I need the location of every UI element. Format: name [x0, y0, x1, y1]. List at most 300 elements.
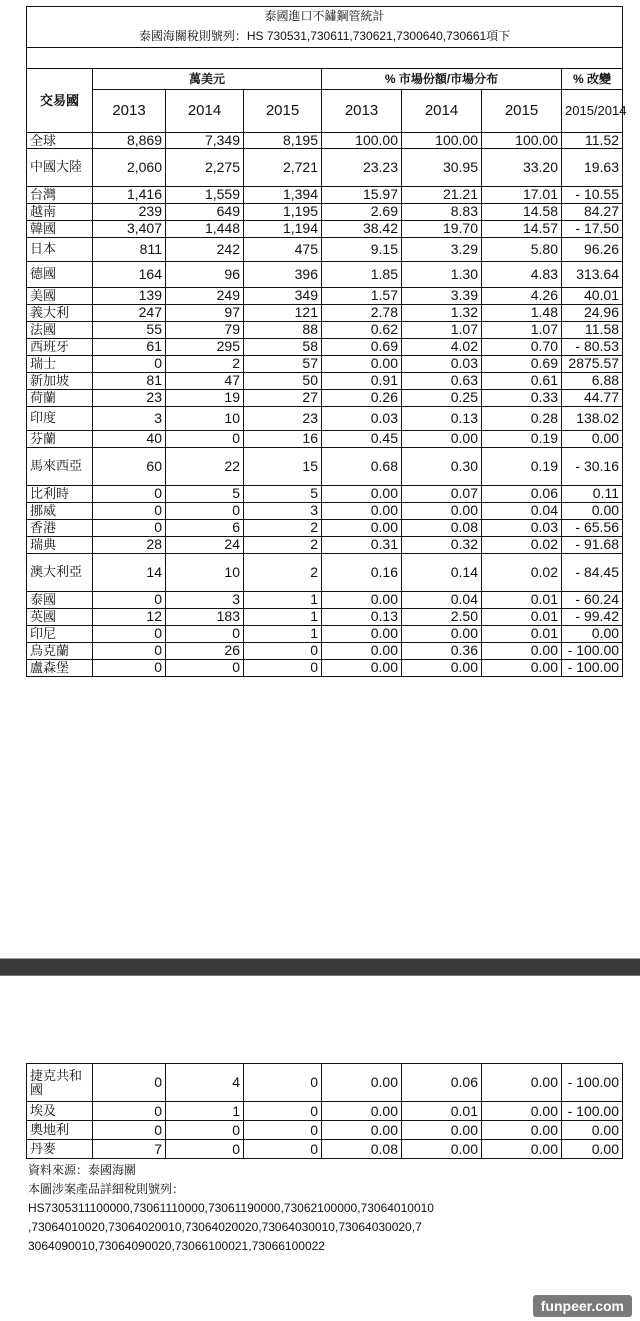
- hs-codes-line: 3064090010,73064090020,73066100021,73066100022: [28, 1239, 325, 1253]
- country-cell: 印度: [27, 406, 93, 430]
- value-cell: - 84.45: [562, 553, 623, 591]
- value-cell: 396: [244, 261, 322, 287]
- value-cell: 1: [244, 608, 322, 625]
- value-cell: 100.00: [322, 133, 402, 149]
- table-row: [27, 338, 623, 355]
- value-cell: 2: [166, 355, 244, 372]
- value-cell: 0.13: [322, 608, 402, 625]
- value-cell: - 91.68: [562, 536, 623, 553]
- value-cell: 47: [166, 372, 244, 389]
- value-cell: 0.68: [322, 447, 402, 485]
- table-row: [27, 1140, 623, 1159]
- table-row: [27, 261, 623, 287]
- country-cell: 日本: [27, 237, 93, 261]
- value-cell: 0.00: [482, 1102, 562, 1121]
- value-cell: 27: [244, 389, 322, 406]
- stats-table-page1: [26, 6, 627, 677]
- table-row: [27, 659, 623, 676]
- value-cell: 10: [166, 406, 244, 430]
- blank-row: [27, 48, 623, 69]
- table-row: [27, 372, 623, 389]
- value-cell: 0: [244, 1140, 322, 1159]
- value-cell: 0.00: [322, 1102, 402, 1121]
- value-cell: 2: [244, 519, 322, 536]
- value-cell: 0: [166, 625, 244, 642]
- value-cell: 55: [93, 321, 166, 338]
- value-cell: 3: [166, 591, 244, 608]
- table-row: [27, 447, 623, 485]
- value-cell: 0.28: [482, 406, 562, 430]
- value-cell: 88: [244, 321, 322, 338]
- value-cell: 0.19: [482, 430, 562, 447]
- value-cell: 24.96: [562, 304, 623, 321]
- value-cell: 2875.57: [562, 355, 623, 372]
- value-cell: 121: [244, 304, 322, 321]
- value-cell: 0.00: [402, 502, 482, 519]
- value-cell: 0.63: [402, 372, 482, 389]
- value-cell: 8,869: [93, 133, 166, 149]
- value-cell: 24: [166, 536, 244, 553]
- value-cell: 0: [93, 642, 166, 659]
- value-cell: - 99.42: [562, 608, 623, 625]
- country-cell: 盧森堡: [27, 659, 93, 676]
- value-cell: 3: [93, 406, 166, 430]
- value-cell: 138.02: [562, 406, 623, 430]
- value-cell: 0.16: [322, 553, 402, 591]
- value-cell: 0.06: [402, 1064, 482, 1102]
- value-cell: 2: [244, 536, 322, 553]
- value-cell: 60: [93, 447, 166, 485]
- value-cell: 6.88: [562, 372, 623, 389]
- value-cell: 12: [93, 608, 166, 625]
- value-cell: 0: [93, 625, 166, 642]
- value-cell: 40: [93, 430, 166, 447]
- value-cell: 0: [166, 502, 244, 519]
- value-cell: 1.57: [322, 287, 402, 304]
- country-cell: 泰國: [27, 591, 93, 608]
- table-row: [27, 148, 623, 186]
- value-cell: 1,559: [166, 186, 244, 203]
- value-cell: 1,194: [244, 220, 322, 237]
- import-stats-table-continued: [26, 1063, 623, 1159]
- value-cell: 3: [244, 502, 322, 519]
- table-row: [27, 287, 623, 304]
- value-cell: 2,275: [166, 148, 244, 186]
- value-cell: 0.00: [402, 625, 482, 642]
- value-cell: 0.00: [562, 502, 623, 519]
- value-cell: 0: [244, 659, 322, 676]
- value-cell: 0.01: [482, 608, 562, 625]
- value-cell: 811: [93, 237, 166, 261]
- value-cell: 58: [244, 338, 322, 355]
- value-cell: - 100.00: [562, 1102, 623, 1121]
- country-cell: 台灣: [27, 186, 93, 203]
- value-cell: 0.00: [482, 1064, 562, 1102]
- value-cell: 61: [93, 338, 166, 355]
- value-cell: 0.00: [322, 519, 402, 536]
- table-row: [27, 553, 623, 591]
- table-row: [27, 1121, 623, 1140]
- value-cell: 16: [244, 430, 322, 447]
- country-cell: 韓國: [27, 220, 93, 237]
- value-cell: 2.69: [322, 203, 402, 220]
- value-cell: 0.13: [402, 406, 482, 430]
- value-cell: 0.00: [402, 659, 482, 676]
- year-header: 2014: [402, 90, 482, 133]
- value-cell: 0.00: [322, 659, 402, 676]
- value-cell: 19: [166, 389, 244, 406]
- value-cell: 247: [93, 304, 166, 321]
- value-cell: 0.02: [482, 553, 562, 591]
- value-cell: 14.58: [482, 203, 562, 220]
- table-row: [27, 519, 623, 536]
- value-cell: 2.78: [322, 304, 402, 321]
- value-cell: 0: [93, 519, 166, 536]
- table-body-continued: [27, 1064, 623, 1159]
- value-cell: 0.06: [482, 485, 562, 502]
- value-cell: 2.50: [402, 608, 482, 625]
- value-cell: 23: [244, 406, 322, 430]
- value-cell: 0.03: [482, 519, 562, 536]
- value-cell: 0.00: [562, 1140, 623, 1159]
- value-cell: 17.01: [482, 186, 562, 203]
- country-cell: 瑞典: [27, 536, 93, 553]
- value-cell: 0: [93, 355, 166, 372]
- value-cell: 0.00: [322, 1064, 402, 1102]
- year-header: 2015: [482, 90, 562, 133]
- value-cell: 0.08: [322, 1140, 402, 1159]
- value-cell: 0.00: [322, 1121, 402, 1140]
- value-cell: 0.00: [322, 355, 402, 372]
- country-cell: 西班牙: [27, 338, 93, 355]
- table-row: [27, 321, 623, 338]
- value-cell: 0.70: [482, 338, 562, 355]
- value-cell: 242: [166, 237, 244, 261]
- table-row: [27, 186, 623, 203]
- value-cell: 0: [244, 1121, 322, 1140]
- table-row: [27, 406, 623, 430]
- value-cell: 0: [93, 1121, 166, 1140]
- value-cell: 0: [93, 659, 166, 676]
- value-cell: 7,349: [166, 133, 244, 149]
- value-cell: 0.01: [482, 591, 562, 608]
- table-row: [27, 237, 623, 261]
- value-cell: 0: [166, 1140, 244, 1159]
- hs-note-label: 本圖涉案產品詳細稅則號列：: [28, 1182, 185, 1196]
- year-header: 2015: [244, 90, 322, 133]
- country-cell: 法國: [27, 321, 93, 338]
- value-cell: 0: [244, 1064, 322, 1102]
- table-row: [27, 355, 623, 372]
- value-cell: 0.31: [322, 536, 402, 553]
- value-cell: 38.42: [322, 220, 402, 237]
- value-cell: 2,060: [93, 148, 166, 186]
- table-row: [27, 642, 623, 659]
- value-cell: 0.11: [562, 485, 623, 502]
- value-cell: 139: [93, 287, 166, 304]
- value-cell: 0.00: [322, 485, 402, 502]
- value-cell: 26: [166, 642, 244, 659]
- value-cell: 4.83: [482, 261, 562, 287]
- value-cell: 0: [93, 1102, 166, 1121]
- table-row: [27, 203, 623, 220]
- value-cell: 8,195: [244, 133, 322, 149]
- value-cell: 7: [93, 1140, 166, 1159]
- value-cell: 0: [244, 1102, 322, 1121]
- value-cell: - 10.55: [562, 186, 623, 203]
- value-cell: 21.21: [402, 186, 482, 203]
- value-cell: 1: [244, 625, 322, 642]
- value-cell: 1,394: [244, 186, 322, 203]
- table-row: [27, 389, 623, 406]
- value-cell: 50: [244, 372, 322, 389]
- value-cell: 1.07: [402, 321, 482, 338]
- value-cell: 4.26: [482, 287, 562, 304]
- hs-codes-line: HS7305311100000,73061110000,73061190000,73062100000,73064010010: [28, 1201, 434, 1215]
- value-cell: 0.08: [402, 519, 482, 536]
- value-cell: 81: [93, 372, 166, 389]
- country-cell: 美國: [27, 287, 93, 304]
- value-cell: 57: [244, 355, 322, 372]
- value-cell: 0: [244, 642, 322, 659]
- country-cell: 瑞士: [27, 355, 93, 372]
- value-cell: 100.00: [402, 133, 482, 149]
- table-row: [27, 608, 623, 625]
- value-cell: 79: [166, 321, 244, 338]
- value-cell: 9.15: [322, 237, 402, 261]
- page-divider: [0, 958, 640, 976]
- value-cell: 0.01: [482, 625, 562, 642]
- table-body: [27, 133, 623, 677]
- value-cell: 183: [166, 608, 244, 625]
- value-cell: 649: [166, 203, 244, 220]
- value-cell: 1.85: [322, 261, 402, 287]
- table-row: [27, 220, 623, 237]
- value-cell: 0.00: [562, 1121, 623, 1140]
- table-row: [27, 625, 623, 642]
- country-cell: 比利時: [27, 485, 93, 502]
- value-cell: 0.00: [482, 659, 562, 676]
- value-cell: 0.36: [402, 642, 482, 659]
- country-cell: 新加坡: [27, 372, 93, 389]
- value-cell: 475: [244, 237, 322, 261]
- value-cell: 0.00: [402, 1121, 482, 1140]
- value-cell: 0.00: [482, 1121, 562, 1140]
- country-cell: 挪威: [27, 502, 93, 519]
- value-cell: 0.62: [322, 321, 402, 338]
- table-row: [27, 485, 623, 502]
- value-cell: 23: [93, 389, 166, 406]
- value-cell: 28: [93, 536, 166, 553]
- value-cell: - 100.00: [562, 1064, 623, 1102]
- country-cell: 越南: [27, 203, 93, 220]
- notes: [26, 1161, 622, 1256]
- value-cell: 295: [166, 338, 244, 355]
- value-cell: 1: [166, 1102, 244, 1121]
- value-cell: 0.00: [322, 642, 402, 659]
- value-cell: 4: [166, 1064, 244, 1102]
- country-cell: 英國: [27, 608, 93, 625]
- hs-codes-line: ,73064010020,73064020010,73064020020,73064030010,73064030020,7: [28, 1220, 422, 1234]
- country-cell: 馬來西亞: [27, 447, 93, 485]
- value-cell: 3.29: [402, 237, 482, 261]
- value-cell: 8.83: [402, 203, 482, 220]
- country-cell: 全球: [27, 133, 93, 149]
- year-header: 2013: [93, 90, 166, 133]
- value-cell: 0.00: [482, 1140, 562, 1159]
- value-cell: 0: [93, 1064, 166, 1102]
- country-cell: 中國大陸: [27, 148, 93, 186]
- value-cell: 14: [93, 553, 166, 591]
- value-cell: 0.01: [402, 1102, 482, 1121]
- value-cell: 0: [166, 1121, 244, 1140]
- value-cell: 2,721: [244, 148, 322, 186]
- country-cell: 烏克蘭: [27, 642, 93, 659]
- value-cell: 5: [166, 485, 244, 502]
- source-note: 資料來源：泰國海關: [28, 1163, 137, 1177]
- value-cell: - 65.56: [562, 519, 623, 536]
- table-row: [27, 591, 623, 608]
- table-row: [27, 430, 623, 447]
- value-cell: 0.00: [402, 1140, 482, 1159]
- value-cell: 0.00: [322, 591, 402, 608]
- value-cell: 11.58: [562, 321, 623, 338]
- value-cell: 84.27: [562, 203, 623, 220]
- value-cell: 15.97: [322, 186, 402, 203]
- value-cell: 15: [244, 447, 322, 485]
- value-cell: - 100.00: [562, 642, 623, 659]
- value-cell: 0.00: [562, 430, 623, 447]
- value-cell: - 30.16: [562, 447, 623, 485]
- year-header: 2013: [322, 90, 402, 133]
- value-cell: 2: [244, 553, 322, 591]
- country-cell: 澳大利亞: [27, 553, 93, 591]
- share-group-header: % 市場份額/市場分布: [322, 69, 562, 90]
- import-stats-table: [26, 6, 627, 677]
- value-cell: 22: [166, 447, 244, 485]
- value-cell: 0: [93, 502, 166, 519]
- value-cell: 0.33: [482, 389, 562, 406]
- country-cell: 荷蘭: [27, 389, 93, 406]
- value-cell: 3.39: [402, 287, 482, 304]
- value-cell: 10: [166, 553, 244, 591]
- value-cell: 0: [166, 659, 244, 676]
- value-cell: 0: [93, 591, 166, 608]
- value-cell: 23.23: [322, 148, 402, 186]
- value-cell: 0: [166, 430, 244, 447]
- country-cell: 義大利: [27, 304, 93, 321]
- value-cell: 30.95: [402, 148, 482, 186]
- value-cell: 40.01: [562, 287, 623, 304]
- value-cell: 44.77: [562, 389, 623, 406]
- change-group-header: % 改變: [562, 69, 623, 90]
- value-cell: 0.00: [322, 502, 402, 519]
- country-cell: 芬蘭: [27, 430, 93, 447]
- value-cell: 1.32: [402, 304, 482, 321]
- value-cell: 0.04: [482, 502, 562, 519]
- value-cell: 0.00: [482, 642, 562, 659]
- value-cell: 1,195: [244, 203, 322, 220]
- change-period-header: 2015/2014: [562, 90, 623, 133]
- value-cell: 97: [166, 304, 244, 321]
- value-cell: 96.26: [562, 237, 623, 261]
- value-cell: 0.04: [402, 591, 482, 608]
- table-subtitle: 泰國海關稅則號列：HS 730531,730611,730621,7300640,730661項下: [27, 25, 623, 48]
- value-cell: 0.03: [402, 355, 482, 372]
- value-cell: 0.00: [562, 625, 623, 642]
- value-cell: 33.20: [482, 148, 562, 186]
- value-cell: 349: [244, 287, 322, 304]
- value-cell: 0.25: [402, 389, 482, 406]
- value-cell: - 60.24: [562, 591, 623, 608]
- value-cell: 249: [166, 287, 244, 304]
- value-cell: 0.26: [322, 389, 402, 406]
- value-cell: 0.45: [322, 430, 402, 447]
- value-cell: - 100.00: [562, 659, 623, 676]
- value-cell: 1.07: [482, 321, 562, 338]
- value-cell: 5: [244, 485, 322, 502]
- value-cell: - 80.53: [562, 338, 623, 355]
- value-group-header: 萬美元: [93, 69, 322, 90]
- value-cell: 6: [166, 519, 244, 536]
- value-cell: 1,448: [166, 220, 244, 237]
- value-cell: 1.30: [402, 261, 482, 287]
- value-cell: 1: [244, 591, 322, 608]
- country-cell: 奧地利: [27, 1121, 93, 1140]
- value-cell: 0.61: [482, 372, 562, 389]
- value-cell: 14.57: [482, 220, 562, 237]
- value-cell: 0.00: [402, 430, 482, 447]
- country-cell: 香港: [27, 519, 93, 536]
- value-cell: 19.70: [402, 220, 482, 237]
- value-cell: - 17.50: [562, 220, 623, 237]
- value-cell: 11.52: [562, 133, 623, 149]
- value-cell: 0.19: [482, 447, 562, 485]
- watermark-logo: funpeer.com: [533, 1295, 632, 1317]
- table-row: [27, 1102, 623, 1121]
- value-cell: 0.00: [322, 625, 402, 642]
- value-cell: 0.69: [322, 338, 402, 355]
- value-cell: 0.30: [402, 447, 482, 485]
- value-cell: 164: [93, 261, 166, 287]
- table-row: [27, 133, 623, 149]
- value-cell: 0.03: [322, 406, 402, 430]
- table-row: [27, 536, 623, 553]
- value-cell: 0.02: [482, 536, 562, 553]
- value-cell: 100.00: [482, 133, 562, 149]
- table-title: 泰國進口不鏽鋼管統計: [27, 7, 623, 26]
- partner-header: 交易國: [27, 69, 93, 133]
- table-row: [27, 304, 623, 321]
- value-cell: 0.14: [402, 553, 482, 591]
- table-row: [27, 502, 623, 519]
- value-cell: 5.80: [482, 237, 562, 261]
- country-cell: 埃及: [27, 1102, 93, 1121]
- value-cell: 1.48: [482, 304, 562, 321]
- value-cell: 313.64: [562, 261, 623, 287]
- value-cell: 3,407: [93, 220, 166, 237]
- country-cell: 丹麥: [27, 1140, 93, 1159]
- value-cell: 0.69: [482, 355, 562, 372]
- value-cell: 0.07: [402, 485, 482, 502]
- value-cell: 1,416: [93, 186, 166, 203]
- value-cell: 0.32: [402, 536, 482, 553]
- value-cell: 0: [93, 485, 166, 502]
- value-cell: 4.02: [402, 338, 482, 355]
- country-cell: 印尼: [27, 625, 93, 642]
- value-cell: 239: [93, 203, 166, 220]
- year-header: 2014: [166, 90, 244, 133]
